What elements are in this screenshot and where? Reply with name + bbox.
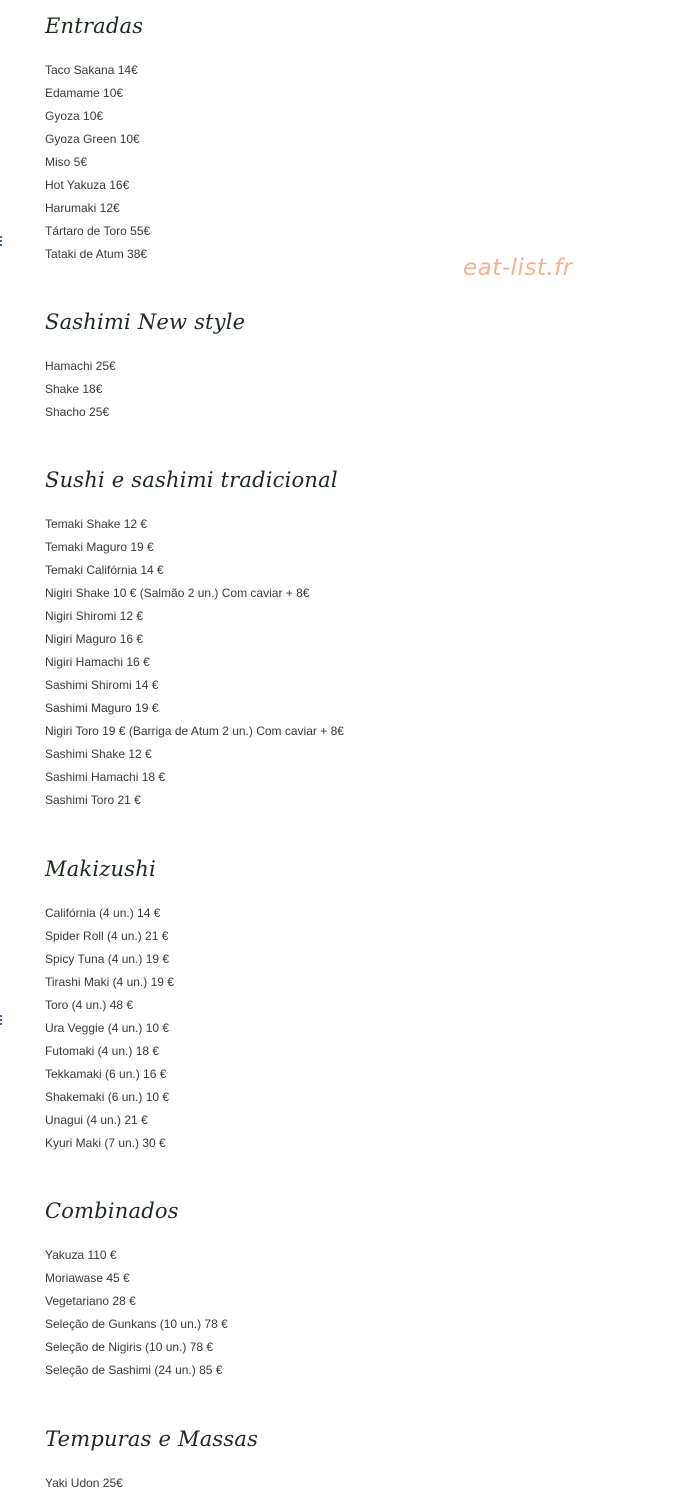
- section-makizushi: [45, 852, 645, 1155]
- menu-item: Hot Yakuza 16€: [45, 178, 130, 192]
- menu-item: Spicy Tuna (4 un.) 19 €: [45, 952, 170, 966]
- section-title: Entradas: [45, 14, 144, 38]
- menu-item: Shakemaki (6 un.) 10 €: [45, 1090, 170, 1104]
- menu-item: Tártaro de Toro 55€: [45, 224, 151, 238]
- section-entradas: [45, 9, 645, 266]
- menu-item: Moriawase 45 €: [45, 1271, 130, 1285]
- menu-item: Seleção de Nigiris (10 un.) 78 €: [45, 1340, 214, 1354]
- menu-item: Edamame 10€: [45, 86, 124, 100]
- menu-item: Toro (4 un.) 48 €: [45, 998, 134, 1012]
- watermark: eat-list.fr: [463, 255, 573, 281]
- section-title: Tempuras e Massas: [45, 1427, 259, 1451]
- menu-item: Yakuza 110 €: [45, 1248, 117, 1262]
- menu-item: Califórnia (4 un.) 14 €: [45, 906, 161, 920]
- menu-item: Gyoza 10€: [45, 109, 104, 123]
- menu-item: Kyuri Maki (7 un.) 30 €: [45, 1136, 166, 1150]
- menu-item: Harumaki 12€: [45, 201, 120, 215]
- menu-item: Sashimi Hamachi 18 €: [45, 770, 166, 784]
- item-list: [45, 1472, 645, 1495]
- menu-item: Temaki Shake 12 €: [45, 517, 148, 531]
- menu-item: Hamachi 25€: [45, 359, 116, 373]
- menu-item: Shake 18€: [45, 382, 103, 396]
- menu-item: Temaki Maguro 19 €: [45, 540, 154, 554]
- menu-item: Sashimi Maguro 19 €: [45, 701, 159, 715]
- menu-item: Miso 5€: [45, 155, 88, 169]
- menu-item: Temaki Califórnia 14 €: [45, 563, 164, 577]
- menu-item: Yaki Udon 25€: [45, 1476, 123, 1490]
- menu-item: Sashimi Toro 21 €: [45, 793, 141, 807]
- section-title: Sashimi New style: [45, 310, 246, 334]
- menu-item: Ura Veggie (4 un.) 10 €: [45, 1021, 170, 1035]
- menu-item: Tataki de Atum 38€: [45, 247, 148, 261]
- section-title: Combinados: [45, 1199, 179, 1223]
- item-list: [45, 902, 645, 1155]
- item-list: [45, 59, 645, 266]
- menu-item: Futomaki (4 un.) 18 €: [45, 1044, 160, 1058]
- section-tempuras-e-massas: [45, 1422, 645, 1495]
- edge-marker: [0, 1015, 2, 1025]
- menu-item: Vegetariano 28 €: [45, 1294, 136, 1308]
- menu-item: Nigiri Maguro 16 €: [45, 632, 144, 646]
- menu-item: Sashimi Shiromi 14 €: [45, 678, 159, 692]
- item-list: [45, 1244, 645, 1382]
- menu-item: Nigiri Toro 19 € (Barriga de Atum 2 un.) Com caviar + 8€: [45, 724, 344, 738]
- menu-item: Seleção de Sashimi (24 un.) 85 €: [45, 1363, 223, 1377]
- menu-item: Nigiri Hamachi 16 €: [45, 655, 150, 669]
- menu-item: Spider Roll (4 un.) 21 €: [45, 929, 169, 943]
- edge-marker: [0, 236, 2, 246]
- section-title: Sushi e sashimi tradicional: [45, 468, 338, 492]
- menu-item: Gyoza Green 10€: [45, 132, 140, 146]
- menu-item: Nigiri Shiromi 12 €: [45, 609, 144, 623]
- item-list: [45, 513, 645, 812]
- menu-item: Nigiri Shake 10 € (Salmão 2 un.) Com caviar + 8€: [45, 586, 310, 600]
- menu-item: Taco Sakana 14€: [45, 63, 138, 77]
- section-sushi-sashimi-tradicional: [45, 463, 645, 812]
- section-sashimi-new-style: [45, 305, 645, 424]
- menu-item: Seleção de Gunkans (10 un.) 78 €: [45, 1317, 228, 1331]
- menu-item: Tekkamaki (6 un.) 16 €: [45, 1067, 167, 1081]
- menu-item: Unagui (4 un.) 21 €: [45, 1113, 148, 1127]
- item-list: [45, 355, 645, 424]
- section-title: Makizushi: [45, 857, 156, 881]
- menu-item: Shacho 25€: [45, 405, 110, 419]
- section-combinados: [45, 1194, 645, 1382]
- menu-item: Tirashi Maki (4 un.) 19 €: [45, 975, 174, 989]
- menu-item: Sashimi Shake 12 €: [45, 747, 152, 761]
